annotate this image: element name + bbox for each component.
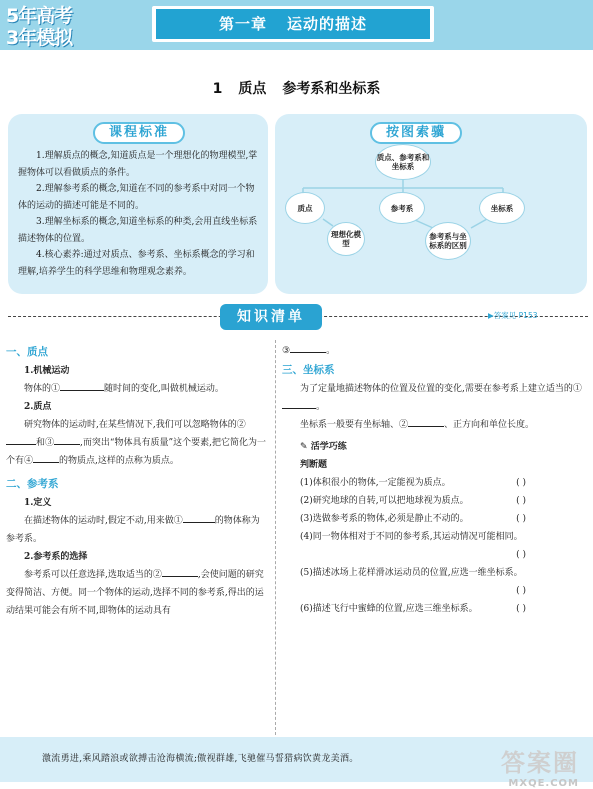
paragraph (6, 512, 268, 548)
answer-blank (6, 434, 36, 445)
heading-coordinate-system: 三、坐标系 (282, 364, 335, 376)
standard-item: 4.核心素养:通过对质点、参考系、坐标系概念的学习和理解,培养学生的科学思维和物理观念素养。 (18, 250, 255, 277)
text: ,而突出“物体具有质量”这个要素,把它简化为一个有④ (6, 438, 266, 466)
paragraph (282, 380, 582, 416)
subheading-mechanical-motion: 1.机械运动 (24, 366, 70, 376)
answer-parentheses[interactable]: ( ) (516, 550, 526, 560)
answer-parentheses[interactable]: ( ) (516, 604, 526, 614)
answer-blank (60, 380, 104, 391)
answer-parentheses[interactable]: ( ) (516, 514, 526, 524)
mind-map-node-coordinate-system: 坐标系 (479, 192, 525, 224)
question-item (282, 528, 582, 546)
course-standards-title: 课程标准 (93, 122, 185, 144)
text: 。 (326, 346, 336, 356)
paragraph (6, 566, 268, 620)
section-title (0, 78, 593, 98)
section-title-a: 质点 (238, 81, 267, 97)
answer-blank (282, 398, 316, 409)
text: 为了定量地描述物体的位置及位置的变化,需要在参考系上建立适当的① (300, 384, 582, 394)
logo (2, 1, 84, 47)
subheading-selection: 2.参考系的选择 (24, 552, 88, 562)
text: 参考系可以任意选择,选取适当的② (24, 570, 162, 580)
judge-heading: 判断题 (300, 460, 328, 470)
text: ,会使问题的研究变得简洁、方便。同一个物体的运动,选择不同的参考系,得出的运动结果可能会有所不同,即物体的运动具有 (6, 570, 264, 616)
answer-blank (33, 452, 59, 463)
question-item (282, 510, 582, 528)
mind-map-node-particle: 质点 (285, 192, 325, 224)
right-column (282, 342, 582, 618)
logo-line-1: 5年高考 (6, 5, 73, 27)
mind-map-center-node: 质点、参考系和坐标系 (375, 144, 431, 180)
answer-parentheses-row (282, 582, 582, 600)
paragraph (282, 416, 582, 434)
section-number: 1 (212, 81, 223, 97)
answer-parentheses-row (282, 546, 582, 564)
mind-map-node-difference: 参考系与坐标系的区别 (425, 222, 471, 260)
watermark-title: 答案圈 (501, 749, 579, 777)
standard-item: 3.理解坐标系的概念,知道坐标系的种类,会用直线坐标系描述物体的位置。 (18, 217, 258, 244)
text: 随时间的变化,叫做机械运动。 (104, 384, 224, 394)
answer-blank (408, 416, 444, 427)
standard-item: 1.理解质点的概念,知道质点是一个理想化的物理模型,掌握物体可以看做质点的条件。 (18, 151, 258, 178)
column-divider (275, 340, 276, 735)
text: 和③ (36, 438, 55, 448)
chapter-title: 运动的描述 (287, 15, 368, 33)
practice-heading (282, 438, 582, 456)
mind-map-title: 按图索骥 (370, 122, 462, 144)
knowledge-list-title: 知识清单 (220, 304, 322, 330)
chapter-number: 第一章 (218, 15, 267, 33)
question-text: (5)描述冰场上花样滑冰运动员的位置,应选一维坐标系。 (300, 568, 523, 578)
answer-parentheses[interactable]: ( ) (516, 478, 526, 488)
chapter-banner (152, 6, 434, 42)
question-item (282, 492, 582, 510)
question-item (282, 564, 582, 582)
header-bar (0, 0, 593, 50)
paragraph (6, 380, 268, 398)
question-text: (6)描述飞行中蜜蜂的位置,应选三维坐标系。 (300, 604, 478, 614)
answer-reference: ▶答案见 P153 (488, 311, 538, 320)
answer-blank (183, 512, 215, 523)
logo-line-2: 3年模拟 (6, 27, 73, 49)
mind-map-node-reference-frame: 参考系 (379, 192, 425, 224)
text: 坐标系一般要有坐标轴、② (300, 420, 409, 430)
left-column (6, 342, 268, 620)
question-text: (3)选做参考系的物体,必须是静止不动的。 (300, 514, 469, 524)
text: 的物质点,这样的点称为质点。 (59, 456, 179, 466)
answer-blank (54, 434, 80, 445)
subheading-particle: 2.质点 (24, 402, 52, 412)
question-item (282, 474, 582, 492)
section-title-b: 参考系和坐标系 (282, 81, 381, 97)
standards-list (18, 148, 262, 280)
text: 研究物体的运动时,在某些情况下,我们可以忽略物体的② (24, 420, 246, 430)
subheading-definition: 1.定义 (24, 498, 52, 508)
answer-parentheses[interactable]: ( ) (516, 586, 526, 596)
footer-band (0, 737, 593, 789)
text: 、正方向和单位长度。 (444, 420, 535, 430)
watermark-url: MXQE.COM (508, 778, 579, 789)
paragraph (282, 342, 582, 360)
answer-blank (290, 342, 326, 353)
answer-blank (162, 566, 198, 577)
text: 。 (316, 402, 326, 412)
question-text: (1)体积很小的物体,一定能视为质点。 (300, 478, 451, 488)
text: ③ (282, 346, 291, 356)
answer-parentheses[interactable]: ( ) (516, 496, 526, 506)
question-text: (2)研究地球的自转,可以把地球视为质点。 (300, 496, 469, 506)
heading-particle: 一、质点 (6, 346, 48, 358)
text: 物体的① (24, 384, 61, 394)
question-item (282, 600, 582, 618)
mind-map-node-ideal-model: 理想化模型 (327, 222, 365, 256)
text: 的物体称为参考系。 (6, 516, 260, 544)
watermark (501, 743, 579, 789)
standard-item: 2.理解参考系的概念,知道在不同的参考系中对同一个物体的运动的描述可能是不同的。 (18, 184, 255, 211)
chapter-heading (156, 9, 430, 39)
heading-reference-frame: 二、参考系 (6, 478, 59, 490)
practice-title: 活学巧练 (310, 442, 347, 452)
course-standards-panel (8, 114, 268, 294)
question-text: (4)同一物体相对于不同的参考系,其运动情况可能相同。 (300, 532, 523, 542)
pencil-icon: ✎ (300, 442, 308, 452)
mind-map-panel (275, 114, 587, 294)
footer-motto: 激流勇进,乘风踏浪或欲搏击沧海横流;傲视群雄,飞驰催马誓猎病饮黄龙美酒。 (42, 754, 359, 764)
text: 在描述物体的运动时,假定不动,用来做① (24, 516, 183, 526)
paragraph (6, 416, 268, 470)
